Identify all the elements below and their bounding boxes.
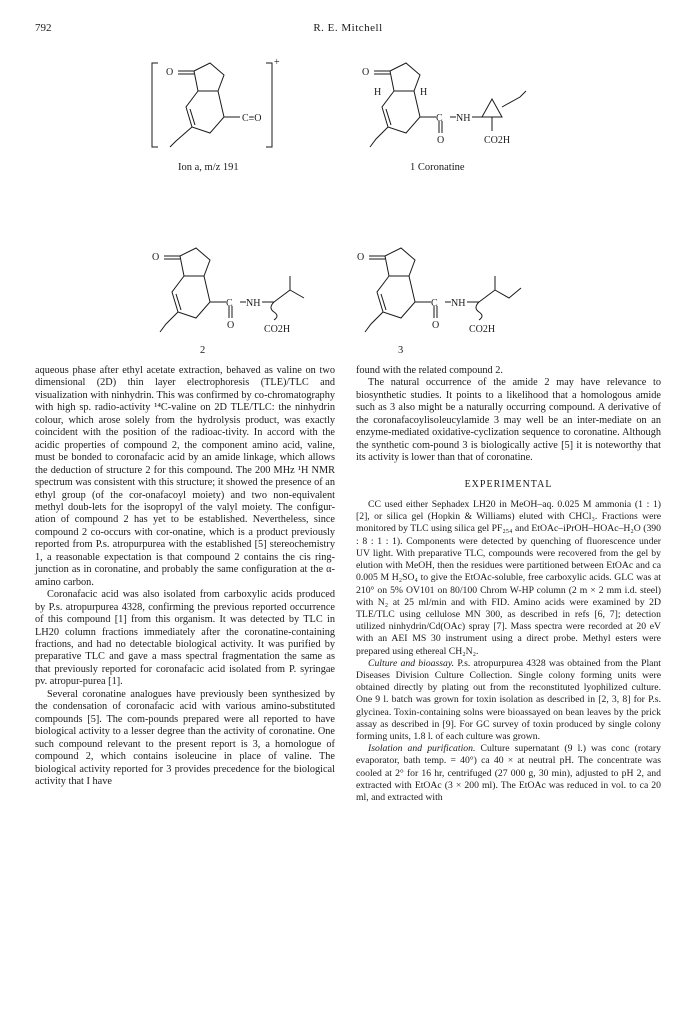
page-number: 792 bbox=[35, 22, 52, 34]
coronatine-c: C bbox=[436, 113, 443, 124]
ion-a-oxygen: O bbox=[166, 67, 174, 78]
caption-compound-2: 2 bbox=[200, 345, 206, 356]
left-paragraph-2: Coronafacic acid was also isolated from carboxylic acids produced by P.s. atropurpurea 4328, confirming the previous reported occurrence of this compound [1] from this organism. It was detected by TLC in LH20 column fractions immediately after the coronatine-containing fractions, and had no detectable biological activity. It was purified by preparative TLC and gave a mass spectral fragmentation the same as that previously reported for coronafacic acid isolated from P. syringae pv. atropur-purea [1]. bbox=[35, 589, 335, 688]
compound-2-oxygen: O bbox=[152, 252, 160, 263]
caption-ion-a: Ion a, m/z 191 bbox=[178, 162, 239, 173]
structure-compound-3 bbox=[355, 240, 565, 340]
caption-coronatine: 1 Coronatine bbox=[410, 162, 465, 173]
experimental-paragraph-1: CC used either Sephadex LH20 in MeOH–aq. 0.025 M ammonia (1 : 1) [2], or silica gel (Hopkin & Williams) eluted with CHCl₃. Fractions were monitored by TLC using silica gel PF₂₅₄ and EtOAc–iPrOH–HOAc–H₂O (390 : 8 : 1 : 1). Components were detected by quenching of fluorescence under UV light. With preparative TLC, compounds were recovered from the gel by elution with MeOH, then the residues were partitioned between EtOAc and ca 0.005 M H₂SO₄ to give the EtOAc-soluble, free carboxylic acids. GLC was at 210° on 5% OV101 on 80/100 Chrom W-HP column (2 m × 2 mm i.d. steel) with N₂ at 25 ml/min and with FID. Amino acids were examined by 2D TLE/TLC using cellulose MN 300, as described in refs [6, 7]; detection utilized ninhydrin/Cd(OAc) spray [7]. Mass spectra were recorded at 20 eV with an AEI MS 30 instrument using a direct probe. Methyl esters were prepared using ethereal CH₂N₂. bbox=[356, 499, 661, 657]
right-paragraph-2: The natural occurrence of the amide 2 may have relevance to biosynthetic studies. It points to a likelihood that a homologous amide such as 3 also might be a naturally occurring compound. A derivative of the coronafacoylisoleucylamide 3 may well be an inter-mediate on an enzyme-mediated oxidative-cyclization sequence to coronatine. Although the synthetic com-pound 3 is biologically active [5] it is noteworthy that its activity is lower than that of coronatine. bbox=[356, 377, 661, 464]
compound-2-nh: NH bbox=[246, 298, 261, 309]
compound-3-co2h: CO2H bbox=[469, 324, 496, 335]
compound-3-carbonyl-o: O bbox=[432, 320, 440, 331]
experimental-heading: EXPERIMENTAL bbox=[464, 478, 553, 490]
coronatine-h1: H bbox=[374, 87, 382, 98]
compound-2-c: C bbox=[226, 298, 233, 309]
running-head: R. E. Mitchell bbox=[313, 22, 383, 34]
coronatine-carbonyl-o: O bbox=[437, 135, 445, 146]
coronatine-co2h: CO2H bbox=[484, 135, 511, 146]
compound-3-oxygen: O bbox=[357, 252, 365, 263]
ion-a-charge: + bbox=[274, 57, 280, 68]
caption-compound-3: 3 bbox=[398, 345, 404, 356]
left-column bbox=[35, 365, 335, 788]
compound-3-c: C bbox=[431, 298, 438, 309]
compound-2-carbonyl-o: O bbox=[227, 320, 235, 331]
isolation-text: Culture supernatant (9 l.) was conc (rotary evaporator, bath temp. = 40°) ca 40 × at neutral pH. The concentrate was cooled at 2° for 16 hr, centrifuged (27 000 g, 30 min), adjusted to pH 2, and extracted with EtOAc (3 × 200 ml). The EtOAc was reduced in vol. to ca 20 ml, and extracted with bbox=[356, 743, 661, 803]
coronatine-nh: NH bbox=[456, 113, 471, 124]
isolation-run-in-head: Isolation and purification. bbox=[368, 743, 476, 755]
right-column bbox=[356, 365, 661, 804]
coronatine-oxygen: O bbox=[362, 67, 370, 78]
culture-text: P.s. atropurpurea 4328 was obtained from the Plant Diseases Division Culture Collection. Single colony forming units were obtained directly by plating out from the reconstituted lyophilized culture. One 9 l. batch was grown for toxin isolation as described in [2, 3, 8] for P.s. glycinea. Toxin-containing solns were bioassayed on bean leaves by the prick assay as described in [9]. For GC survey of toxin produced by single colony forming units, 1.8 l. of each culture was grown. bbox=[356, 657, 661, 742]
structure-ion-a bbox=[140, 55, 300, 155]
left-paragraph-1: aqueous phase after ethyl acetate extraction, behaved as valine on two dimensional (2D) thin layer electrophoresis (TLE)/TLC and visualization with ninhydrin. This was confirmed by co-chromatography with high sp. radio-activity ¹⁴C-valine on 2D TLE/TLC: the ninhydrin colour, which arose solely from the hydrolysis product, was exactly coincident with the position of the radioac-tivity. In accord with the acidic properties of compound 2, the component amino acid, valine, must be bonded to coronafacic acid by an amide linkage, which allows the deduction of structure 2 for this compound. The 200 MHz ¹H NMR spectrum was consistent with this structure; it showed the presence of an ethyl group (of the cor-onafacoyl moiety) and two non-equivalent methyl doub-lets for the isopropyl of the valyl moiety. The configur-ation of compound 2 has yet to be established. Nevertheless, since compound 2 co-occurs with cor-onatine, which is a product previously reported from P.s. atropurpurea with the established [5] stereochemistry 1, a reasonable expectation is that compound 2 contains the cis ring-junction as in coronatine, and probably the same configuration at the α-amino carbon. bbox=[35, 365, 335, 588]
compound-2-co2h: CO2H bbox=[264, 324, 291, 335]
experimental-body bbox=[356, 499, 661, 804]
compound-3-nh: NH bbox=[451, 298, 466, 309]
ion-a-carbonyl: C≡O bbox=[242, 113, 262, 124]
culture-run-in-head: Culture and bioassay. bbox=[368, 657, 455, 669]
culture-paragraph bbox=[356, 658, 661, 743]
isolation-paragraph bbox=[356, 743, 661, 804]
structure-compound-2 bbox=[150, 240, 350, 340]
coronatine-h2: H bbox=[420, 87, 428, 98]
left-paragraph-3: Several coronatine analogues have previously been synthesized by the condensation of coronafacic acid with various amino-substituted compounds [5]. The com-pounds prepared were all reported to have biological activity to a lesser degree than the activity of coronatine. One such compound relevant to the present report is 3, a homologue of compound 2, which contains isoleucine in place of valine. The biological activity reported for 3 provides precedence for the biological activity that I have bbox=[35, 688, 335, 787]
structure-coronatine bbox=[360, 55, 560, 160]
right-paragraph-1: found with the related compound 2. bbox=[356, 365, 503, 376]
